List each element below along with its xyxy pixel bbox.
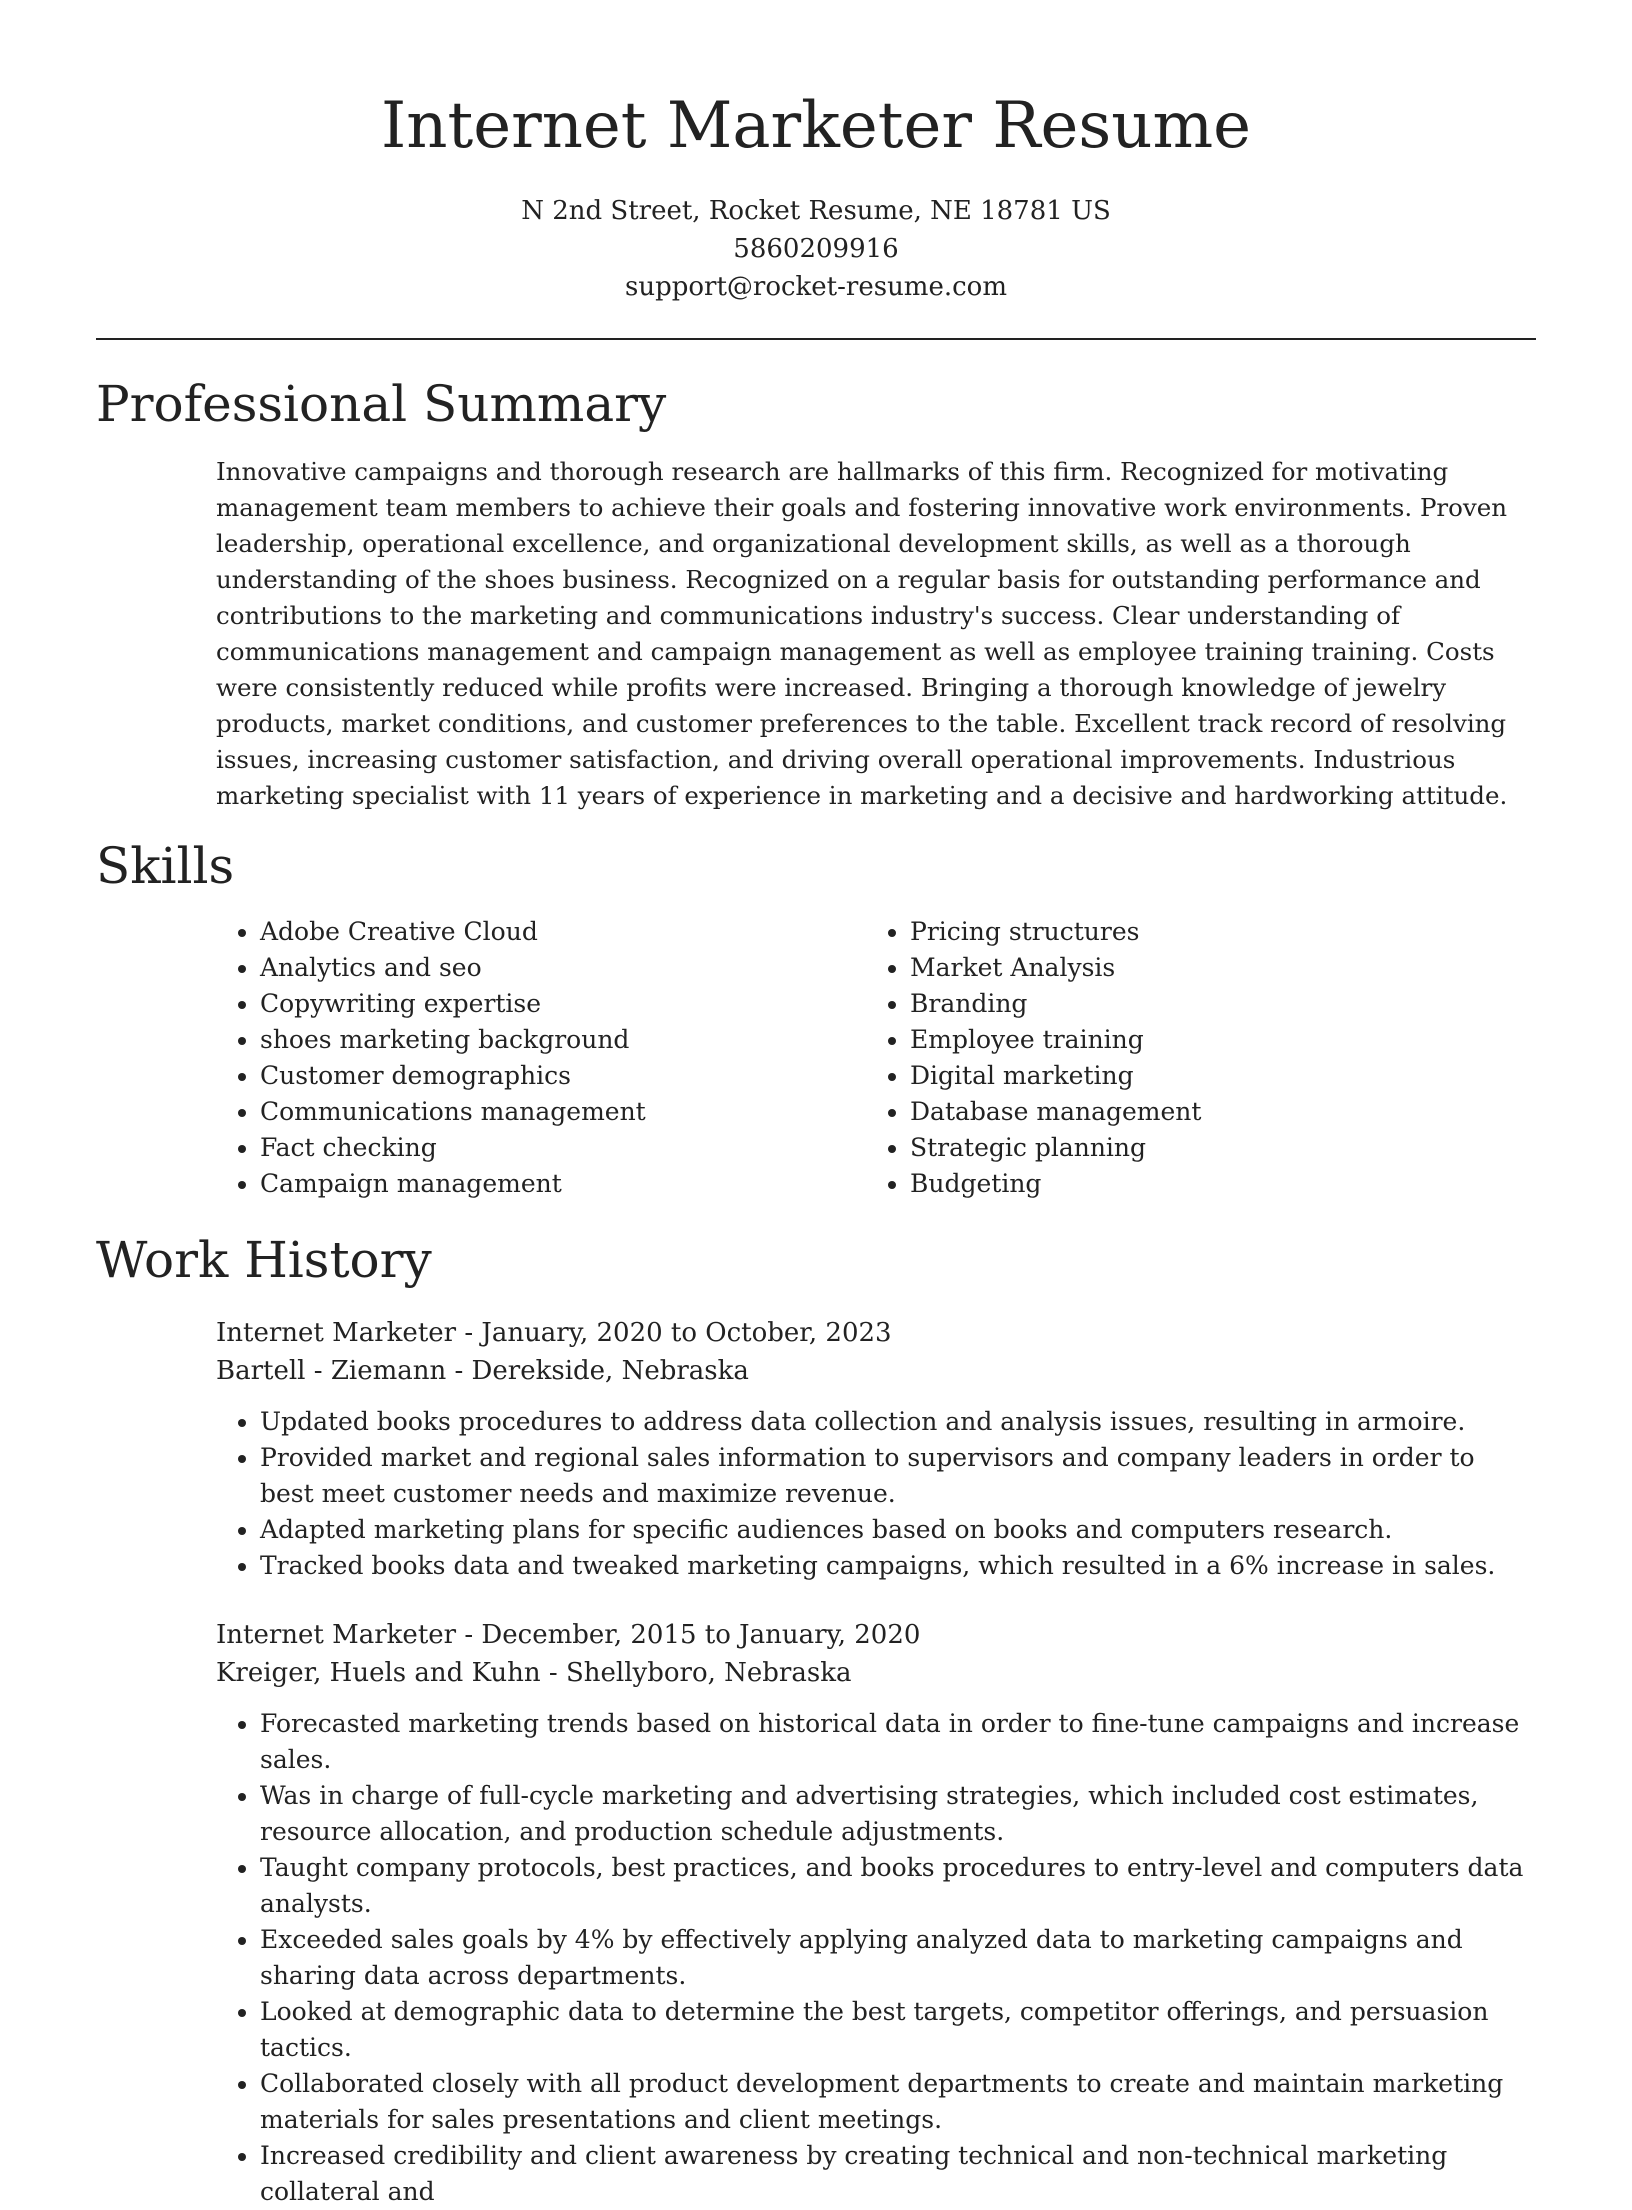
summary-heading: Professional Summary [96, 375, 667, 433]
skill-item: • Market Analysis [910, 950, 1516, 986]
skill-item: • Strategic planning [910, 1130, 1516, 1166]
job-bullet: • Looked at demographic data to determine the best targets, competitor offerings, and persuasion tactics. [260, 1994, 1536, 2066]
skill-item: • Pricing structures [910, 914, 1516, 950]
skill-item: • Employee training [910, 1022, 1516, 1058]
job-company-location: Kreiger, Huels and Kuhn - Shellyboro, Nebraska [216, 1658, 852, 1688]
skill-item: • Budgeting [910, 1166, 1516, 1202]
skill-item: • shoes marketing background [260, 1022, 866, 1058]
skill-item: • Communications management [260, 1094, 866, 1130]
job-bullet: • Exceeded sales goals by 4% by effectively applying analyzed data to marketing campaigns and sharing data across departments. [260, 1922, 1536, 1994]
skills-column-left [216, 914, 866, 1202]
skill-item: • Analytics and seo [260, 950, 866, 986]
job-bullet: • Adapted marketing plans for specific audiences based on books and computers research. [260, 1512, 1536, 1548]
work-history-heading: Work History [96, 1231, 432, 1289]
job-bullet: • Collaborated closely with all product development departments to create and maintain marketing materials for sales presentations and client meetings. [260, 2066, 1536, 2138]
summary-text: Innovative campaigns and thorough research are hallmarks of this firm. Recognized for motivating management team members to achieve their goals and fostering innovative work environments. Proven leadership, operational excellence, and organizational development skills, as well as a thorough understanding of the shoes business. Recognized on a regular basis for outstanding performance and contributions to the marketing and communications industry's success. Clear understanding of communications management and campaign management as well as employee training training. Costs were consistently reduced while profits were increased. Bringing a thorough knowledge of jewelry products, market conditions, and customer preferences to the table. Excellent track record of resolving issues, increasing customer satisfaction, and driving overall operational improvements. Industrious marketing specialist with 11 years of experience in marketing and a decisive and hardworking attitude. [216, 457, 1508, 810]
job-bullet: • Taught company protocols, best practices, and books procedures to entry-level and computers data analysts. [260, 1850, 1536, 1922]
job-title-dates: Internet Marketer - December, 2015 to January, 2020 [216, 1620, 921, 1650]
skill-item: • Customer demographics [260, 1058, 866, 1094]
contact-address: N 2nd Street, Rocket Resume, NE 18781 US [521, 196, 1111, 226]
skill-item: • Copywriting expertise [260, 986, 866, 1022]
job-bullets [216, 1404, 1536, 1584]
skill-item: • Database management [910, 1094, 1516, 1130]
resume-page [96, 0, 1536, 2210]
skills-heading: Skills [96, 837, 235, 895]
skills-column-right [866, 914, 1516, 1202]
job-title-dates: Internet Marketer - January, 2020 to October, 2023 [216, 1318, 892, 1348]
skills-list [216, 914, 1536, 1202]
job-bullet: • Updated books procedures to address data collection and analysis issues, resulting in armoire. [260, 1404, 1536, 1440]
skill-item: • Campaign management [260, 1166, 866, 1202]
skill-item: • Digital marketing [910, 1058, 1516, 1094]
job-entry [216, 1616, 1536, 2210]
contact-email: support@rocket-resume.com [624, 272, 1007, 302]
job-entry [216, 1314, 1536, 1584]
job-bullet: • Was in charge of full-cycle marketing and advertising strategies, which included cost estimates, resource allocation, and production schedule adjustments. [260, 1778, 1536, 1850]
job-bullet: • Forecasted marketing trends based on historical data in order to fine-tune campaigns and increase sales. [260, 1706, 1536, 1778]
job-bullets [216, 1706, 1536, 2210]
resume-title: Internet Marketer Resume [381, 89, 1251, 163]
job-bullet: • Provided market and regional sales information to supervisors and company leaders in order to best meet customer needs and maximize revenue. [260, 1440, 1536, 1512]
skill-item: • Branding [910, 986, 1516, 1022]
skill-item: • Fact checking [260, 1130, 866, 1166]
header-divider [96, 338, 1536, 340]
job-bullet: • Tracked books data and tweaked marketing campaigns, which resulted in a 6% increase in sales. [260, 1548, 1536, 1584]
job-bullet: • Increased credibility and client awareness by creating technical and non-technical marketing collateral and [260, 2138, 1536, 2210]
contact-phone: 5860209916 [733, 234, 899, 264]
skill-item: • Adobe Creative Cloud [260, 914, 866, 950]
contact-block [96, 192, 1536, 306]
job-company-location: Bartell - Ziemann - Derekside, Nebraska [216, 1356, 749, 1386]
